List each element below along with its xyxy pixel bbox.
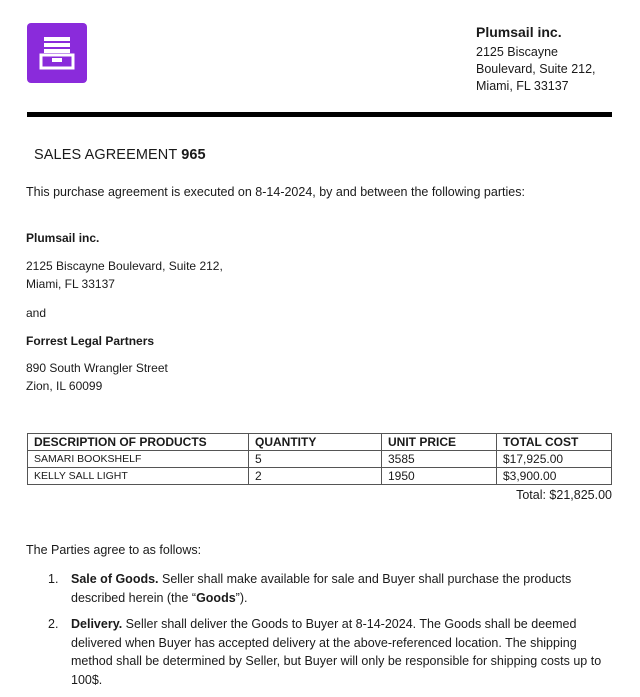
- product-total-cost: $3,900.00: [497, 468, 612, 485]
- buyer-address: [26, 359, 168, 395]
- column-header-description: DESCRIPTION OF PRODUCTS: [28, 434, 249, 451]
- product-unit-price: 1950: [382, 468, 497, 485]
- seller-address: [26, 257, 223, 293]
- term-heading: Sale of Goods.: [71, 572, 159, 586]
- column-header-quantity: QUANTITY: [249, 434, 382, 451]
- grand-total: Total: $21,825.00: [516, 488, 612, 502]
- products-table: [27, 433, 612, 485]
- term-heading: Delivery.: [71, 617, 123, 631]
- product-name: KELLY SALL LIGHT: [28, 468, 249, 485]
- seller-name: Plumsail inc.: [26, 231, 100, 245]
- seller-address-line1: 2125 Biscayne Boulevard, Suite 212,: [26, 259, 223, 273]
- term-text: Seller shall make available for sale and Buyer shall purchase the products described herein (the “: [71, 572, 572, 605]
- product-quantity: 2: [249, 468, 382, 485]
- term-body: [71, 615, 618, 689]
- product-name: SAMARI BOOKSHELF: [28, 451, 249, 468]
- company-address-line: Boulevard, Suite 212,: [476, 62, 596, 76]
- product-quantity: 5: [249, 451, 382, 468]
- company-address-line: 2125 Biscayne: [476, 45, 559, 59]
- agree-text: The Parties agree to as follows:: [26, 543, 202, 557]
- terms-list: [48, 570, 618, 697]
- list-item: [48, 615, 618, 689]
- product-unit-price: 3585: [382, 451, 497, 468]
- and-text: and: [26, 306, 47, 320]
- agreement-number: 965: [181, 147, 206, 163]
- document-title: [34, 147, 206, 163]
- file-cabinet-icon: [27, 23, 87, 83]
- term-number: 1.: [48, 572, 59, 586]
- table-row: [28, 451, 612, 468]
- table-header-row: [28, 434, 612, 451]
- table-row: [28, 468, 612, 485]
- buyer-name: Forrest Legal Partners: [26, 334, 155, 348]
- column-header-unit-price: UNIT PRICE: [382, 434, 497, 451]
- term-text-end: ”).: [235, 590, 248, 605]
- seller-address-line2: Miami, FL 33137: [26, 277, 115, 291]
- term-defined-word: Goods: [196, 590, 236, 605]
- product-total-cost: $17,925.00: [497, 451, 612, 468]
- list-item: [48, 570, 618, 607]
- term-number: 2.: [48, 617, 59, 631]
- column-header-total-cost: TOTAL COST: [497, 434, 612, 451]
- buyer-address-line2: Zion, IL 60099: [26, 379, 103, 393]
- buyer-address-line1: 890 South Wrangler Street: [26, 361, 168, 375]
- term-text: Seller shall deliver the Goods to Buyer at 8-14-2024. The Goods shall be deemed delivered when Buyer has accepted delivery at the above-referenced location. The shipping method shall be determined by Seller, but Buyer will only be responsible for shipping costs up to 100$.: [71, 617, 602, 687]
- header-divider: [27, 112, 612, 117]
- intro-text: This purchase agreement is executed on 8-14-2024, by and between the following parties:: [26, 185, 525, 199]
- company-header: [476, 24, 626, 95]
- company-address-line: Miami, FL 33137: [476, 79, 569, 93]
- company-logo: [27, 23, 87, 83]
- title-prefix: SALES AGREEMENT: [34, 147, 178, 163]
- term-body: [71, 570, 618, 607]
- company-name: Plumsail inc.: [476, 24, 562, 40]
